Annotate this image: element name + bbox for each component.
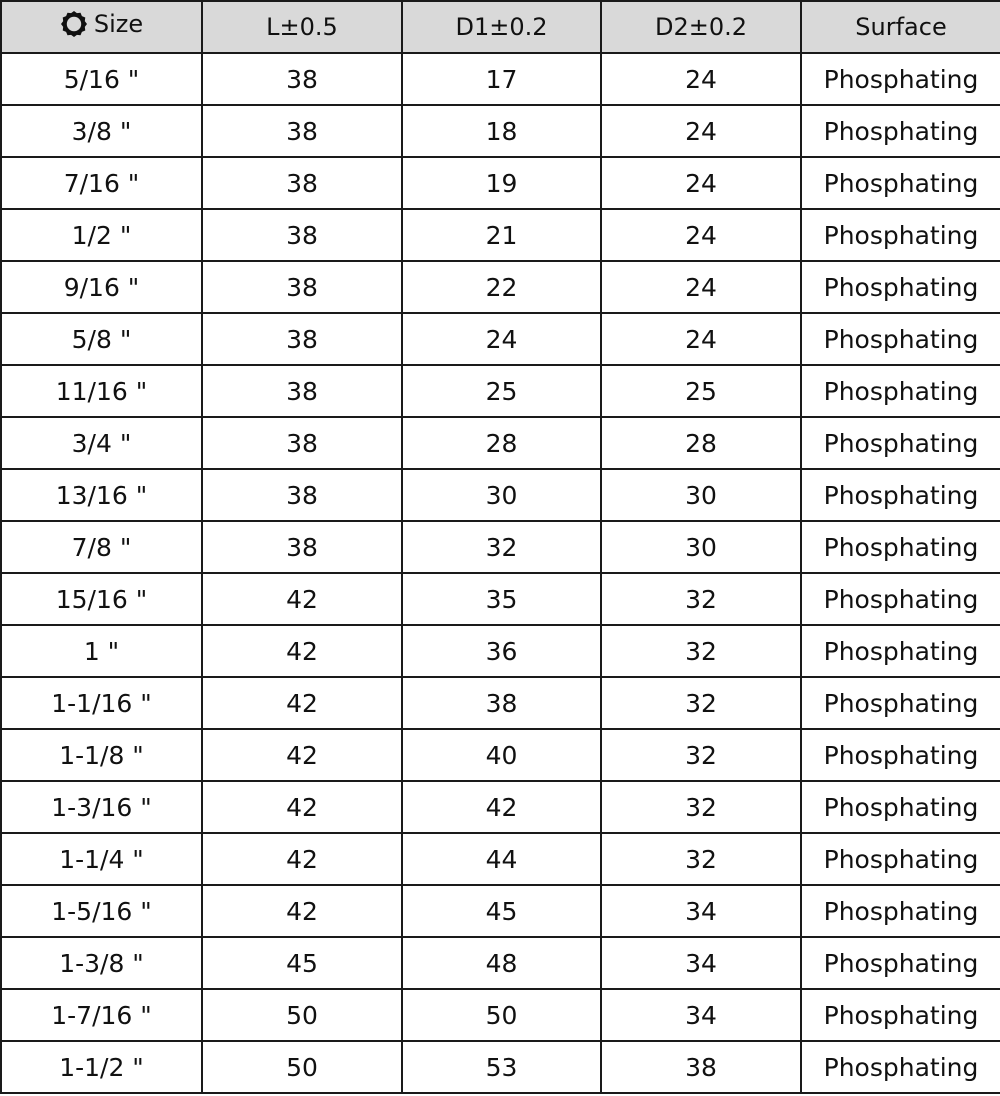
cell-l: 38 <box>202 417 402 469</box>
cell-d1: 19 <box>402 157 601 209</box>
cell-surface: Phosphating <box>801 157 1000 209</box>
table-row <box>1 261 1000 313</box>
cell-size: 1-5/16 " <box>1 885 202 937</box>
cell-l: 38 <box>202 53 402 105</box>
cell-size: 1 " <box>1 625 202 677</box>
table-row <box>1 105 1000 157</box>
cell-d2: 32 <box>601 625 801 677</box>
cell-d1: 25 <box>402 365 601 417</box>
header-size <box>1 1 202 53</box>
cell-l: 42 <box>202 781 402 833</box>
cell-surface: Phosphating <box>801 833 1000 885</box>
table-row <box>1 729 1000 781</box>
cell-d1: 48 <box>402 937 601 989</box>
cell-d1: 28 <box>402 417 601 469</box>
cell-l: 45 <box>202 937 402 989</box>
cell-surface: Phosphating <box>801 53 1000 105</box>
cell-d1: 30 <box>402 469 601 521</box>
cell-d2: 32 <box>601 573 801 625</box>
cell-size: 13/16 " <box>1 469 202 521</box>
cell-d2: 25 <box>601 365 801 417</box>
table-row <box>1 313 1000 365</box>
cell-d1: 45 <box>402 885 601 937</box>
table-row <box>1 937 1000 989</box>
cell-l: 38 <box>202 157 402 209</box>
cell-size: 9/16 " <box>1 261 202 313</box>
cell-l: 50 <box>202 989 402 1041</box>
cell-l: 42 <box>202 625 402 677</box>
cell-surface: Phosphating <box>801 573 1000 625</box>
cell-size: 11/16 " <box>1 365 202 417</box>
cell-d1: 36 <box>402 625 601 677</box>
table-body <box>1 53 1000 1093</box>
table-row <box>1 469 1000 521</box>
cell-surface: Phosphating <box>801 209 1000 261</box>
size-header-content <box>60 10 143 38</box>
table-row <box>1 885 1000 937</box>
cell-d2: 32 <box>601 729 801 781</box>
table-row <box>1 677 1000 729</box>
12-point-socket-icon <box>60 10 88 38</box>
cell-size: 1-1/8 " <box>1 729 202 781</box>
cell-size: 1-3/8 " <box>1 937 202 989</box>
cell-d2: 30 <box>601 469 801 521</box>
cell-surface: Phosphating <box>801 625 1000 677</box>
header-d2: D2±0.2 <box>601 1 801 53</box>
cell-surface: Phosphating <box>801 417 1000 469</box>
cell-surface: Phosphating <box>801 521 1000 573</box>
cell-surface: Phosphating <box>801 729 1000 781</box>
cell-l: 38 <box>202 469 402 521</box>
cell-l: 38 <box>202 521 402 573</box>
cell-surface: Phosphating <box>801 469 1000 521</box>
cell-d1: 21 <box>402 209 601 261</box>
cell-size: 7/8 " <box>1 521 202 573</box>
table-row <box>1 209 1000 261</box>
cell-d1: 50 <box>402 989 601 1041</box>
cell-d2: 30 <box>601 521 801 573</box>
cell-d1: 53 <box>402 1041 601 1093</box>
cell-l: 42 <box>202 677 402 729</box>
cell-size: 15/16 " <box>1 573 202 625</box>
cell-size: 3/4 " <box>1 417 202 469</box>
cell-d2: 32 <box>601 833 801 885</box>
cell-surface: Phosphating <box>801 1041 1000 1093</box>
cell-size: 7/16 " <box>1 157 202 209</box>
cell-d1: 18 <box>402 105 601 157</box>
cell-d2: 24 <box>601 53 801 105</box>
cell-size: 1-1/4 " <box>1 833 202 885</box>
header-d1: D1±0.2 <box>402 1 601 53</box>
table-row <box>1 625 1000 677</box>
cell-size: 5/8 " <box>1 313 202 365</box>
cell-surface: Phosphating <box>801 781 1000 833</box>
table-header <box>1 1 1000 53</box>
cell-l: 42 <box>202 885 402 937</box>
cell-l: 42 <box>202 729 402 781</box>
header-surface: Surface <box>801 1 1000 53</box>
cell-d1: 22 <box>402 261 601 313</box>
cell-d1: 40 <box>402 729 601 781</box>
table-row <box>1 573 1000 625</box>
cell-size: 1-7/16 " <box>1 989 202 1041</box>
table-row <box>1 53 1000 105</box>
cell-l: 42 <box>202 833 402 885</box>
cell-d1: 42 <box>402 781 601 833</box>
cell-l: 50 <box>202 1041 402 1093</box>
table-row <box>1 989 1000 1041</box>
cell-d2: 24 <box>601 313 801 365</box>
table-row <box>1 781 1000 833</box>
cell-surface: Phosphating <box>801 313 1000 365</box>
cell-d2: 32 <box>601 677 801 729</box>
cell-l: 38 <box>202 313 402 365</box>
header-row <box>1 1 1000 53</box>
cell-l: 42 <box>202 573 402 625</box>
cell-surface: Phosphating <box>801 365 1000 417</box>
cell-d2: 28 <box>601 417 801 469</box>
cell-size: 1-1/2 " <box>1 1041 202 1093</box>
cell-d1: 35 <box>402 573 601 625</box>
cell-surface: Phosphating <box>801 261 1000 313</box>
cell-size: 5/16 " <box>1 53 202 105</box>
cell-size: 3/8 " <box>1 105 202 157</box>
cell-surface: Phosphating <box>801 937 1000 989</box>
cell-d2: 34 <box>601 937 801 989</box>
cell-d2: 24 <box>601 261 801 313</box>
cell-d2: 34 <box>601 989 801 1041</box>
cell-l: 38 <box>202 105 402 157</box>
table-row <box>1 365 1000 417</box>
cell-l: 38 <box>202 261 402 313</box>
header-l: L±0.5 <box>202 1 402 53</box>
cell-d2: 24 <box>601 209 801 261</box>
cell-size: 1-3/16 " <box>1 781 202 833</box>
cell-surface: Phosphating <box>801 105 1000 157</box>
cell-surface: Phosphating <box>801 885 1000 937</box>
cell-d1: 24 <box>402 313 601 365</box>
cell-d1: 17 <box>402 53 601 105</box>
cell-surface: Phosphating <box>801 989 1000 1041</box>
cell-d2: 38 <box>601 1041 801 1093</box>
cell-d2: 24 <box>601 105 801 157</box>
cell-size: 1-1/16 " <box>1 677 202 729</box>
table-row <box>1 1041 1000 1093</box>
cell-l: 38 <box>202 365 402 417</box>
cell-d2: 34 <box>601 885 801 937</box>
header-size-label: Size <box>93 10 144 38</box>
cell-d1: 32 <box>402 521 601 573</box>
cell-d1: 38 <box>402 677 601 729</box>
table-row <box>1 417 1000 469</box>
cell-size: 1/2 " <box>1 209 202 261</box>
cell-l: 38 <box>202 209 402 261</box>
table-row <box>1 157 1000 209</box>
table-row <box>1 521 1000 573</box>
cell-d2: 24 <box>601 157 801 209</box>
cell-surface: Phosphating <box>801 677 1000 729</box>
cell-d1: 44 <box>402 833 601 885</box>
cell-d2: 32 <box>601 781 801 833</box>
table-row <box>1 833 1000 885</box>
